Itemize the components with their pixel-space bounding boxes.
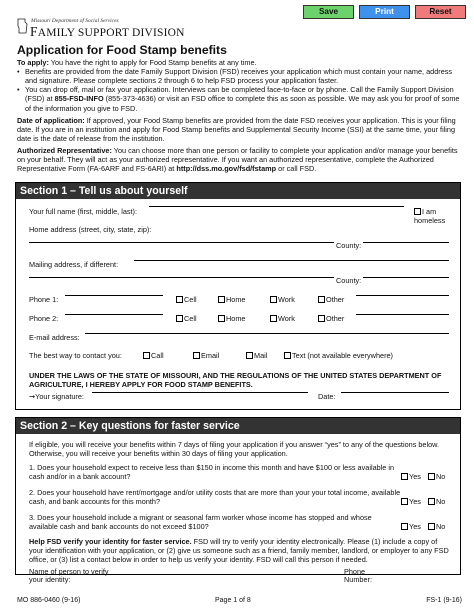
best-contact-label: The best way to contact you:	[29, 351, 122, 360]
q3-yes-option[interactable]: Yes	[401, 522, 421, 531]
home-address-label: Home address (street, city, state, zip):	[29, 225, 152, 234]
contact-text-option[interactable]: Text (not available everywhere)	[284, 351, 393, 360]
oath-statement: UNDER THE LAWS OF THE STATE OF MISSOURI, AND THE REGULATIONS OF THE UNITED STATES DEPARTMENT OF AGRICULTURE, I HEREBY APPLY FOR FOOD STAMP BENEFITS.	[29, 371, 442, 390]
full-name-label: Your full name (first, middle, last):	[29, 207, 138, 216]
print-button[interactable]: Print	[359, 5, 410, 19]
reset-button[interactable]: Reset	[415, 5, 466, 19]
date-of-application-text: Date of application: If approved, your Food Stamp benefits are provided from the date FSD receives your application. This is your filing date. If you are in an institution and apply for Food Stamp benefits and Supplemental Security Income (SSI) at the same time, your filing date is the date of release from the institution.	[17, 115, 456, 143]
agency-name: FAMILY SUPPORT DIVISION	[30, 23, 185, 39]
email-label: E-mail address:	[29, 333, 80, 342]
form-header	[17, 18, 462, 58]
signature-date-field[interactable]	[341, 392, 449, 393]
mailing-address-label: Mailing address, if different:	[29, 260, 119, 269]
phone2-label: Phone 2:	[29, 314, 59, 323]
fstamp-link[interactable]: http://dss.mo.gov/fsd/fstamp	[176, 164, 277, 174]
question-3: 3. Does your household include a migrant or seasonal farm worker whose income has stopped and whose available cash and bank accounts do not exceed $100?	[29, 513, 372, 532]
question-1: 1. Does your household expect to receive less than $150 in income this month and have $100 or less available in cash and/or in a bank account?	[29, 463, 395, 482]
q2-yes-option[interactable]: Yes	[401, 497, 421, 506]
phone2-other-option[interactable]: Other	[318, 314, 344, 323]
q3-no-option[interactable]: No	[428, 522, 445, 531]
full-name-field[interactable]	[149, 206, 404, 207]
homeless-option[interactable]: I am homeless	[414, 207, 446, 226]
mailing-address-field[interactable]	[134, 260, 449, 261]
contact-call-option[interactable]: Call	[143, 351, 164, 360]
verify-identity-text: Help FSD verify your identity for faster service. FSD will try to verify your identity electronically. Please (1) include a copy of your identification with your application, or (2) give us someone such as a friend, family member, landlord, or employer to any FSD office, or (3) list a contact below in order to help us verify your identity. FSD will call this person if needed.	[29, 537, 449, 565]
section-2-title: Section 2 – Key questions for faster service	[16, 418, 460, 434]
home-county-field[interactable]	[363, 242, 449, 243]
phone2-work-option[interactable]: Work	[270, 314, 295, 323]
phone1-label: Phone 1:	[29, 295, 59, 304]
phone1-work-option[interactable]: Work	[270, 295, 295, 304]
mailing-county-field[interactable]	[363, 277, 449, 278]
section-2-intro: If eligible, you will receive your benefits within 7 days of filing your application if you answer “yes” to any of the questions below. Otherwise, you will receive your benefits within 30 days of filing your application.	[29, 440, 440, 459]
contact-email-option[interactable]: Email	[193, 351, 219, 360]
form-revision: FS-1 (9-16)	[426, 597, 462, 604]
signature-date-label: Date:	[318, 392, 336, 401]
phone2-cell-option[interactable]: Cell	[176, 314, 197, 323]
page-number: Page 1 of 8	[215, 597, 251, 604]
phone1-field[interactable]	[65, 295, 163, 296]
homeless-checkbox[interactable]	[414, 208, 421, 215]
phone1-cell-option[interactable]: Cell	[176, 295, 197, 304]
phone1-other-option[interactable]: Other	[318, 295, 344, 304]
phone2-home-option[interactable]: Home	[218, 314, 245, 323]
section-1	[15, 182, 461, 410]
phone1-home-option[interactable]: Home	[218, 295, 245, 304]
question-2: 2. Does your household have rent/mortgage and/or utility costs that are more than your your total income, available cash, and bank accounts for this month?	[29, 488, 401, 507]
phone2-field[interactable]	[65, 314, 163, 315]
arrow-right-icon: ➞	[29, 392, 36, 401]
verify-contact-phone-field[interactable]	[382, 574, 449, 575]
bullet-item: • You can drop off, mail or fax your application. Interviews can be completed face-to-face or by phone. Call the Family Support Division (FSD) at 855-FSD-INFO (855-373-4636) or visit an FSD office to complete this as soon as possible. We may ask you for proof of some of the information you give to FSD.	[17, 85, 462, 112]
department-name: Missouri Department of Social Services	[31, 18, 119, 24]
verify-contact-name-field[interactable]	[113, 574, 328, 575]
county-label: County:	[336, 241, 362, 250]
verify-contact-phone-label: Phone Number:	[344, 567, 372, 585]
county-label: County:	[336, 276, 362, 285]
email-field[interactable]	[85, 333, 449, 334]
phone1-other-field[interactable]	[356, 295, 449, 296]
page-title: Application for Food Stamp benefits	[17, 42, 227, 57]
missouri-seal-icon	[17, 18, 28, 34]
signature-field[interactable]	[92, 392, 308, 393]
signature-label: ➞Your signature:	[29, 392, 84, 401]
to-apply-text: To apply: You have the right to apply for Food Stamp benefits at any time.	[17, 58, 257, 67]
q1-no-option[interactable]: No	[428, 472, 445, 481]
contact-mail-option[interactable]: Mail	[246, 351, 267, 360]
agency-logo	[17, 18, 462, 41]
section-2	[15, 417, 461, 585]
authorized-rep-text: Authorized Representative: You can choose more than one person or facility to complete your application and/or manage your benefits on your behalf. They will act as your authorized representative. If you want an authorized representative, complete the Authorized Representative Form (FA-6ARF and FS-6ARI) at http://dss.mo.gov/fsd/fstamp or call FSD.	[17, 145, 458, 174]
home-address-field[interactable]	[29, 242, 334, 243]
q2-no-option[interactable]: No	[428, 497, 445, 506]
section-1-title: Section 1 – Tell us about yourself	[16, 183, 460, 199]
q1-yes-option[interactable]: Yes	[401, 472, 421, 481]
save-button[interactable]: Save	[303, 5, 354, 19]
mailing-address-field-2[interactable]	[29, 277, 334, 278]
verify-contact-name-label: Name of person to verify your identity:	[29, 567, 109, 585]
phone2-other-field[interactable]	[356, 314, 449, 315]
bullet-item: • Benefits are provided from the date Family Support Division (FSD) receives your application which must contain your name, address and signature. Please complete sections 2 through 6 to help FSD process your application faster.	[17, 67, 462, 85]
instructions	[17, 58, 462, 176]
form-toolbar	[303, 5, 466, 19]
form-number: MO 886-0460 (9-16)	[17, 597, 81, 604]
